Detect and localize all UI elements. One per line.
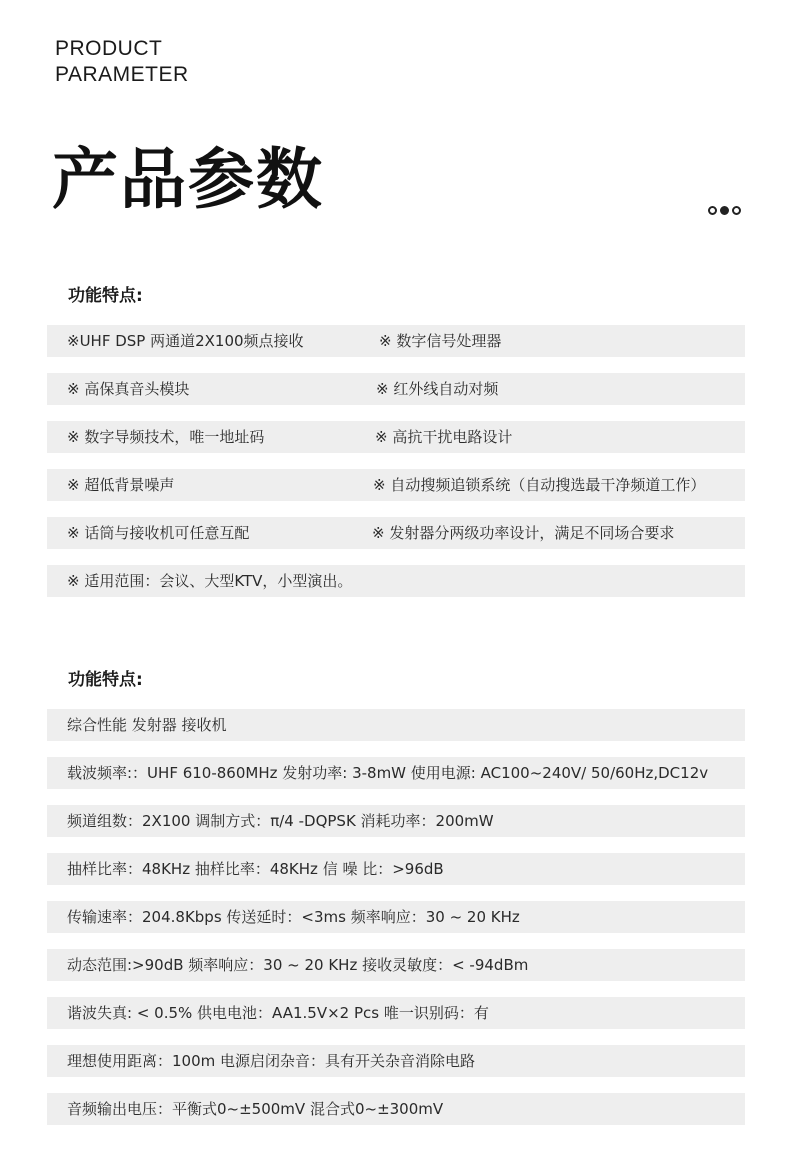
feature-left: ※ 高保真音头模块 [67,380,190,398]
dot-indicator-1 [708,206,717,215]
spec-row [47,1045,745,1077]
spec-text: 理想使用距离：100m 电源启闭杂音：具有开关杂音消除电路 [67,1052,476,1070]
feature-row [47,565,745,597]
feature-row [47,325,745,357]
feature-right: ※ 红外线自动对频 [376,380,499,398]
feature-left: ※ 适用范围：会议、大型KTV，小型演出。 [67,572,353,590]
dot-indicator-3 [732,206,741,215]
page-title: 产品参数 [52,141,324,218]
spec-text: 综合性能 发射器 接收机 [67,716,227,734]
spec-row [47,853,745,885]
spec-row [47,757,745,789]
section-1-title: 功能特点: [68,286,143,306]
feature-left: ※ 超低背景噪声 [67,476,175,494]
feature-left: ※ 数字导频技术，唯一地址码 [67,428,265,446]
feature-left: ※UHF DSP 两通道2X100频点接收 [67,332,304,350]
spec-text: 传输速率：204.8Kbps 传送延时：<3ms 频率响应：30 ~ 20 KHz [67,908,520,926]
feature-row [47,517,745,549]
feature-right: ※ 高抗干扰电路设计 [375,428,513,446]
feature-left: ※ 话筒与接收机可任意互配 [67,524,250,542]
spec-row [47,709,745,741]
feature-right: ※ 发射器分两级功率设计，满足不同场合要求 [372,524,675,542]
feature-right: ※ 自动搜频追锁系统（自动搜选最干净频道工作） [373,476,706,494]
spec-text: 谐波失真: < 0.5% 供电电池：AA1.5V×2 Pcs 唯一识别码：有 [67,1004,489,1022]
section-2-title: 功能特点: [68,670,143,690]
spec-text: 抽样比率：48KHz 抽样比率：48KHz 信 噪 比：>96dB [67,860,444,878]
spec-text: 动态范围:>90dB 频率响应：30 ~ 20 KHz 接收灵敏度：< -94dBm [67,956,529,974]
spec-row [47,901,745,933]
spec-row [47,997,745,1029]
spec-row [47,949,745,981]
feature-right: ※ 数字信号处理器 [379,332,502,350]
feature-row [47,421,745,453]
feature-row [47,469,745,501]
pagination-dots [708,206,741,215]
feature-row [47,373,745,405]
dot-indicator-2 [720,206,729,215]
eyebrow-line-1: PRODUCT [55,37,163,60]
spec-text: 音频输出电压：平衡式0~±500mV 混合式0~±300mV [67,1100,444,1118]
spec-row [47,1093,745,1125]
spec-row [47,805,745,837]
eyebrow-heading [55,36,189,88]
spec-text: 载波频率:：UHF 610-860MHz 发射功率: 3-8mW 使用电源: AC100~240V/ 50/60Hz,DC12v [67,764,709,782]
eyebrow-line-2: PARAMETER [55,63,189,86]
spec-text: 频道组数：2X100 调制方式：π/4 -DQPSK 消耗功率：200mW [67,812,494,830]
